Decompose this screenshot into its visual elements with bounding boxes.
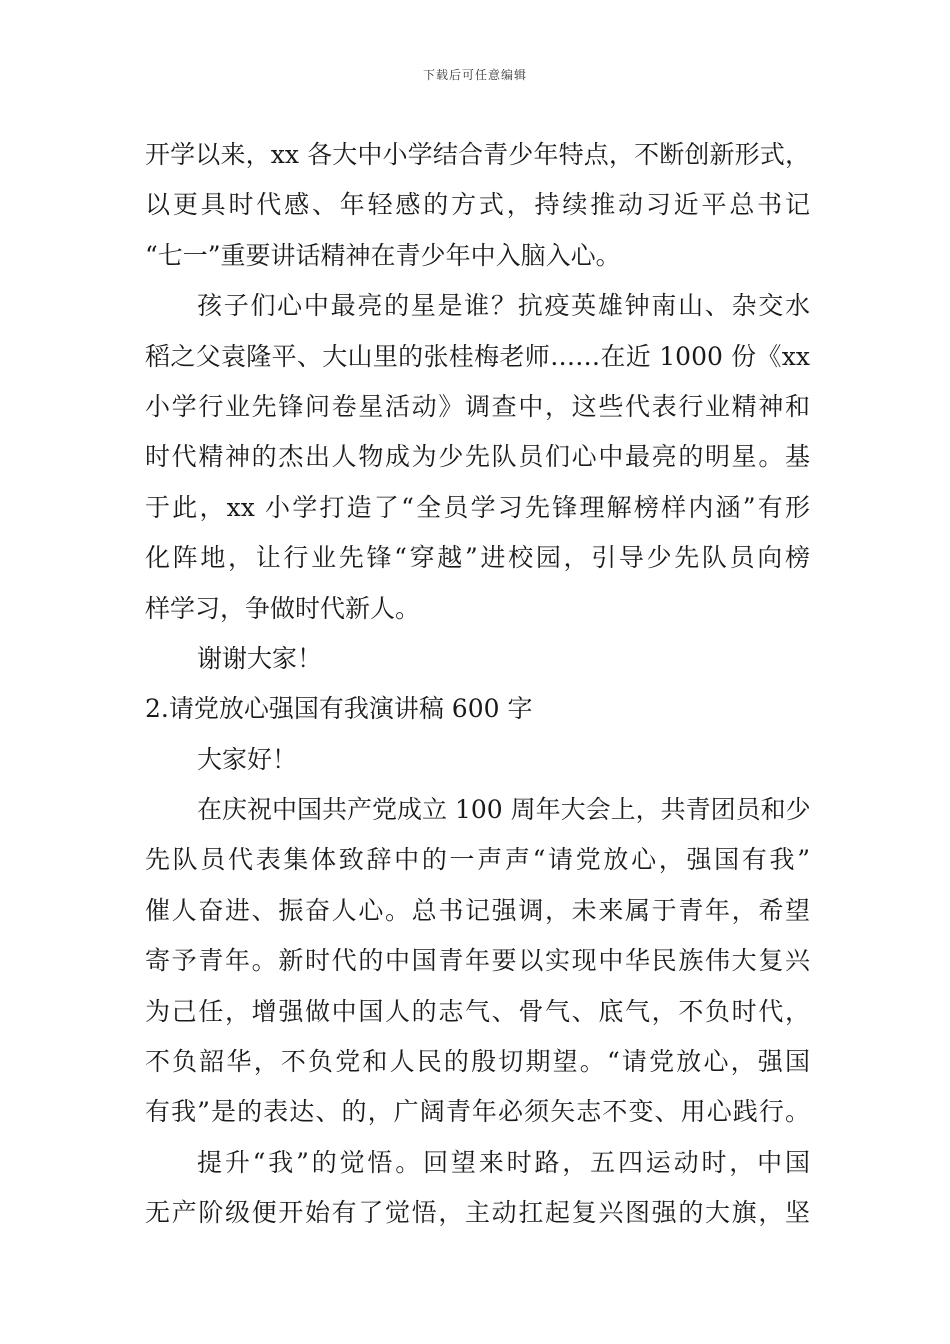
document-body [145,130,810,1239]
text-line: 以更具时代感、年轻感的方式，持续推动习近平总书记 [145,190,810,220]
text-line: 大家好！ [197,744,298,774]
text-line: 催人奋进、振奋人心。总书记强调，未来属于青年，希望 [145,895,810,925]
text-line: 开学以来，xx 各大中小学结合青少年特点，不断创新形式， [145,140,810,169]
text-line: 谢谢大家！ [197,643,323,673]
text-line: 在庆祝中国共产党成立 100 周年大会上，共青团员和少 [197,795,811,825]
text-line: 提升“我”的觉悟。回望来时路，五四运动时，中国 [197,1147,810,1177]
text-line: 小学行业先锋问卷星活动》调查中，这些代表行业精神和 [145,391,810,421]
text-line: 无产阶级便开始有了觉悟，主动扛起复兴图强的大旗，坚 [145,1198,810,1228]
text-line: 先队员代表集体致辞中的一声声“请党放心，强国有我” [145,845,810,875]
text-line: 有我”是的表达、的，广阔青年必须矢志不变、用心践行。 [145,1097,810,1127]
text-line: 为己任，增强做中国人的志气、骨气、底气，不负时代， [145,996,810,1026]
text-line: 时代精神的杰出人物成为少先队员们心中最亮的明星。基 [145,442,810,472]
text-line: 化阵地，让行业先锋“穿越”进校园，引导少先队员向榜 [145,543,810,573]
section-heading: 2.请党放心强国有我演讲稿 600 字 [145,694,533,724]
text-line: 孩子们心中最亮的星是谁？抗疫英雄钟南山、杂交水 [197,291,810,321]
text-line: 不负韶华，不负党和人民的殷切期望。“请党放心，强国 [145,1047,810,1077]
text-line: 寄予青年。新时代的中国青年要以实现中华民族伟大复兴 [145,946,810,976]
text-line: 稻之父袁隆平、大山里的张桂梅老师……在近 1000 份《xx [145,341,810,371]
page-header: 下载后可任意编辑 [422,68,527,82]
text-line: 样学习，争做时代新人。 [145,593,421,623]
text-line: “七一”重要讲话精神在青少年中入脑入心。 [145,240,621,270]
text-line: 于此，xx 小学打造了“全员学习先锋理解榜样内涵”有形 [145,492,810,522]
